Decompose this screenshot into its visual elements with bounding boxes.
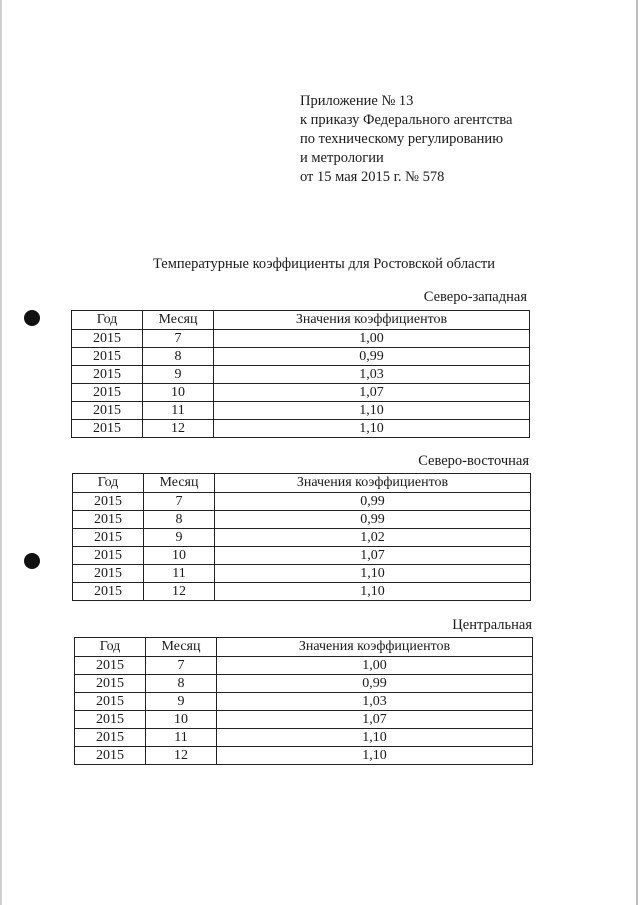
cell-year: 2015 [75, 657, 146, 675]
page-edge-right [636, 0, 638, 905]
table-row [75, 693, 533, 711]
cell-month: 11 [144, 565, 215, 583]
region-label: Северо-восточная [418, 453, 529, 469]
punch-hole-top [24, 310, 40, 326]
cell-value: 1,07 [214, 384, 530, 402]
cell-month: 7 [146, 657, 217, 675]
cell-value: 1,02 [215, 529, 531, 547]
table-row [73, 493, 531, 511]
header-line: и метрологии [300, 150, 384, 166]
cell-value: 1,07 [215, 547, 531, 565]
cell-year: 2015 [73, 565, 144, 583]
cell-month: 11 [143, 402, 214, 420]
region-label: Центральная [452, 617, 532, 633]
punch-hole-bottom [24, 553, 40, 569]
coefficient-table [72, 473, 531, 601]
cell-month: 10 [146, 711, 217, 729]
cell-month: 12 [143, 420, 214, 438]
cell-value: 1,03 [214, 366, 530, 384]
cell-value: 1,10 [217, 747, 533, 765]
cell-month: 12 [144, 583, 215, 601]
cell-month: 7 [144, 493, 215, 511]
cell-value: 1,00 [214, 330, 530, 348]
cell-year: 2015 [73, 493, 144, 511]
cell-year: 2015 [75, 747, 146, 765]
cell-year: 2015 [73, 547, 144, 565]
cell-month: 10 [144, 547, 215, 565]
cell-year: 2015 [72, 348, 143, 366]
cell-month: 9 [143, 366, 214, 384]
cell-value: 1,10 [217, 729, 533, 747]
region-label: Северо-западная [423, 289, 527, 305]
cell-month: 12 [146, 747, 217, 765]
cell-year: 2015 [73, 583, 144, 601]
cell-month: 11 [146, 729, 217, 747]
cell-year: 2015 [75, 675, 146, 693]
cell-year: 2015 [75, 729, 146, 747]
table-row [73, 583, 531, 601]
cell-value: 0,99 [215, 511, 531, 529]
cell-value: 1,10 [214, 402, 530, 420]
column-header-year: Год [73, 474, 144, 493]
column-header-year: Год [72, 311, 143, 330]
header-line: Приложение № 13 [300, 93, 414, 109]
table-row [72, 402, 530, 420]
column-header-month: Месяц [143, 311, 214, 330]
cell-value: 1,10 [215, 565, 531, 583]
cell-year: 2015 [73, 511, 144, 529]
coefficient-table [74, 637, 533, 765]
table-row [73, 529, 531, 547]
table-row [73, 565, 531, 583]
document-title: Температурные коэффициенты для Ростовской области [152, 256, 496, 272]
cell-year: 2015 [75, 693, 146, 711]
coefficient-table [71, 310, 530, 438]
cell-value: 1,10 [214, 420, 530, 438]
cell-year: 2015 [72, 402, 143, 420]
table-row [73, 511, 531, 529]
cell-year: 2015 [72, 420, 143, 438]
cell-value: 0,99 [217, 675, 533, 693]
page-edge-left [0, 0, 2, 905]
column-header-year: Год [75, 638, 146, 657]
column-header-value: Значения коэффициентов [215, 474, 531, 493]
cell-month: 9 [146, 693, 217, 711]
column-header-value: Значения коэффициентов [214, 311, 530, 330]
table-header-row [73, 474, 531, 493]
column-header-month: Месяц [146, 638, 217, 657]
cell-year: 2015 [72, 330, 143, 348]
cell-value: 0,99 [214, 348, 530, 366]
appendix-header [300, 92, 600, 187]
cell-value: 1,10 [215, 583, 531, 601]
cell-value: 1,00 [217, 657, 533, 675]
table-row [72, 348, 530, 366]
table-row [72, 420, 530, 438]
cell-year: 2015 [75, 711, 146, 729]
cell-month: 7 [143, 330, 214, 348]
table-row [75, 729, 533, 747]
table-header-row [72, 311, 530, 330]
table-row [72, 366, 530, 384]
column-header-value: Значения коэффициентов [217, 638, 533, 657]
table-row [75, 711, 533, 729]
cell-year: 2015 [73, 529, 144, 547]
cell-month: 9 [144, 529, 215, 547]
table-row [75, 747, 533, 765]
table-row [72, 384, 530, 402]
cell-month: 10 [143, 384, 214, 402]
cell-month: 8 [144, 511, 215, 529]
cell-value: 1,07 [217, 711, 533, 729]
header-line: от 15 мая 2015 г. № 578 [300, 169, 445, 185]
table-row [73, 547, 531, 565]
column-header-month: Месяц [144, 474, 215, 493]
cell-value: 0,99 [215, 493, 531, 511]
header-line: к приказу Федерального агентства [300, 112, 513, 128]
header-line: по техническому регулированию [300, 131, 504, 147]
cell-month: 8 [143, 348, 214, 366]
table-row [72, 330, 530, 348]
table-row [75, 657, 533, 675]
table-row [75, 675, 533, 693]
cell-value: 1,03 [217, 693, 533, 711]
cell-year: 2015 [72, 384, 143, 402]
table-header-row [75, 638, 533, 657]
cell-year: 2015 [72, 366, 143, 384]
cell-month: 8 [146, 675, 217, 693]
